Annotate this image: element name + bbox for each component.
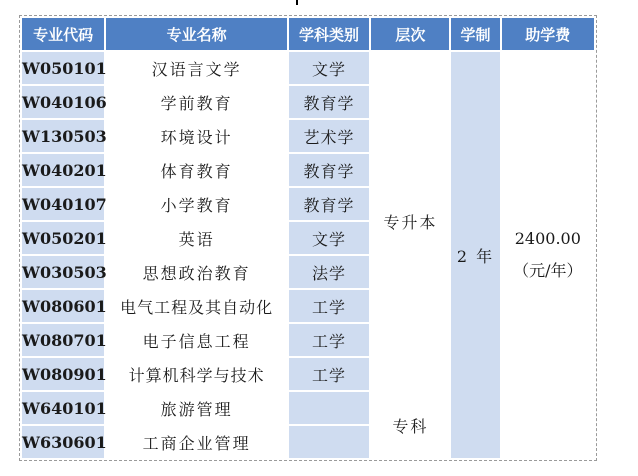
major-code: W050201 [22, 222, 104, 254]
major-name: 学前教育 [106, 86, 287, 118]
fee-amount: 2400.00 [514, 229, 581, 248]
major-name: 小学教育 [106, 188, 287, 220]
duration-cell: 2 年 [451, 52, 499, 458]
header-fee: 助学费 [502, 18, 594, 50]
major-category [289, 426, 369, 458]
major-code: W040106 [22, 86, 104, 118]
major-category: 文学 [289, 52, 369, 84]
header-duration: 学制 [451, 18, 499, 50]
major-category [289, 392, 369, 424]
major-name: 英语 [106, 222, 287, 254]
major-name: 思想政治教育 [106, 256, 287, 288]
header-row [22, 18, 594, 50]
table-row [22, 52, 594, 84]
major-code: W040201 [22, 154, 104, 186]
major-category: 工学 [289, 324, 369, 356]
major-category: 艺术学 [289, 120, 369, 152]
major-code: W080601 [22, 290, 104, 322]
major-name: 工商企业管理 [106, 426, 287, 458]
major-code: W040107 [22, 188, 104, 220]
header-code: 专业代码 [22, 18, 104, 50]
major-code: W080701 [22, 324, 104, 356]
major-category: 法学 [289, 256, 369, 288]
header-major: 专业名称 [106, 18, 287, 50]
level-upgrade: 专升本 [371, 52, 449, 390]
major-code: W050101 [22, 52, 104, 84]
level-college: 专科 [371, 392, 449, 458]
major-name: 体育教育 [106, 154, 287, 186]
major-name: 环境设计 [106, 120, 287, 152]
header-category: 学科类别 [289, 18, 369, 50]
major-code: W130503 [22, 120, 104, 152]
major-name: 汉语言文学 [106, 52, 287, 84]
major-code: W080901 [22, 358, 104, 390]
major-category: 教育学 [289, 188, 369, 220]
major-category: 教育学 [289, 86, 369, 118]
top-edge-mark [296, 0, 298, 5]
header-level: 层次 [371, 18, 449, 50]
major-code: W030503 [22, 256, 104, 288]
major-name: 旅游管理 [106, 392, 287, 424]
major-category: 工学 [289, 358, 369, 390]
majors-table [19, 15, 597, 461]
major-code: W640101 [22, 392, 104, 424]
major-name: 电子信息工程 [106, 324, 287, 356]
major-name: 电气工程及其自动化 [106, 290, 287, 322]
fee-unit: （元/年） [513, 261, 583, 280]
major-category: 工学 [289, 290, 369, 322]
major-category: 教育学 [289, 154, 369, 186]
fee-cell [502, 52, 594, 458]
major-code: W630601 [22, 426, 104, 458]
major-category: 文学 [289, 222, 369, 254]
major-name: 计算机科学与技术 [106, 358, 287, 390]
